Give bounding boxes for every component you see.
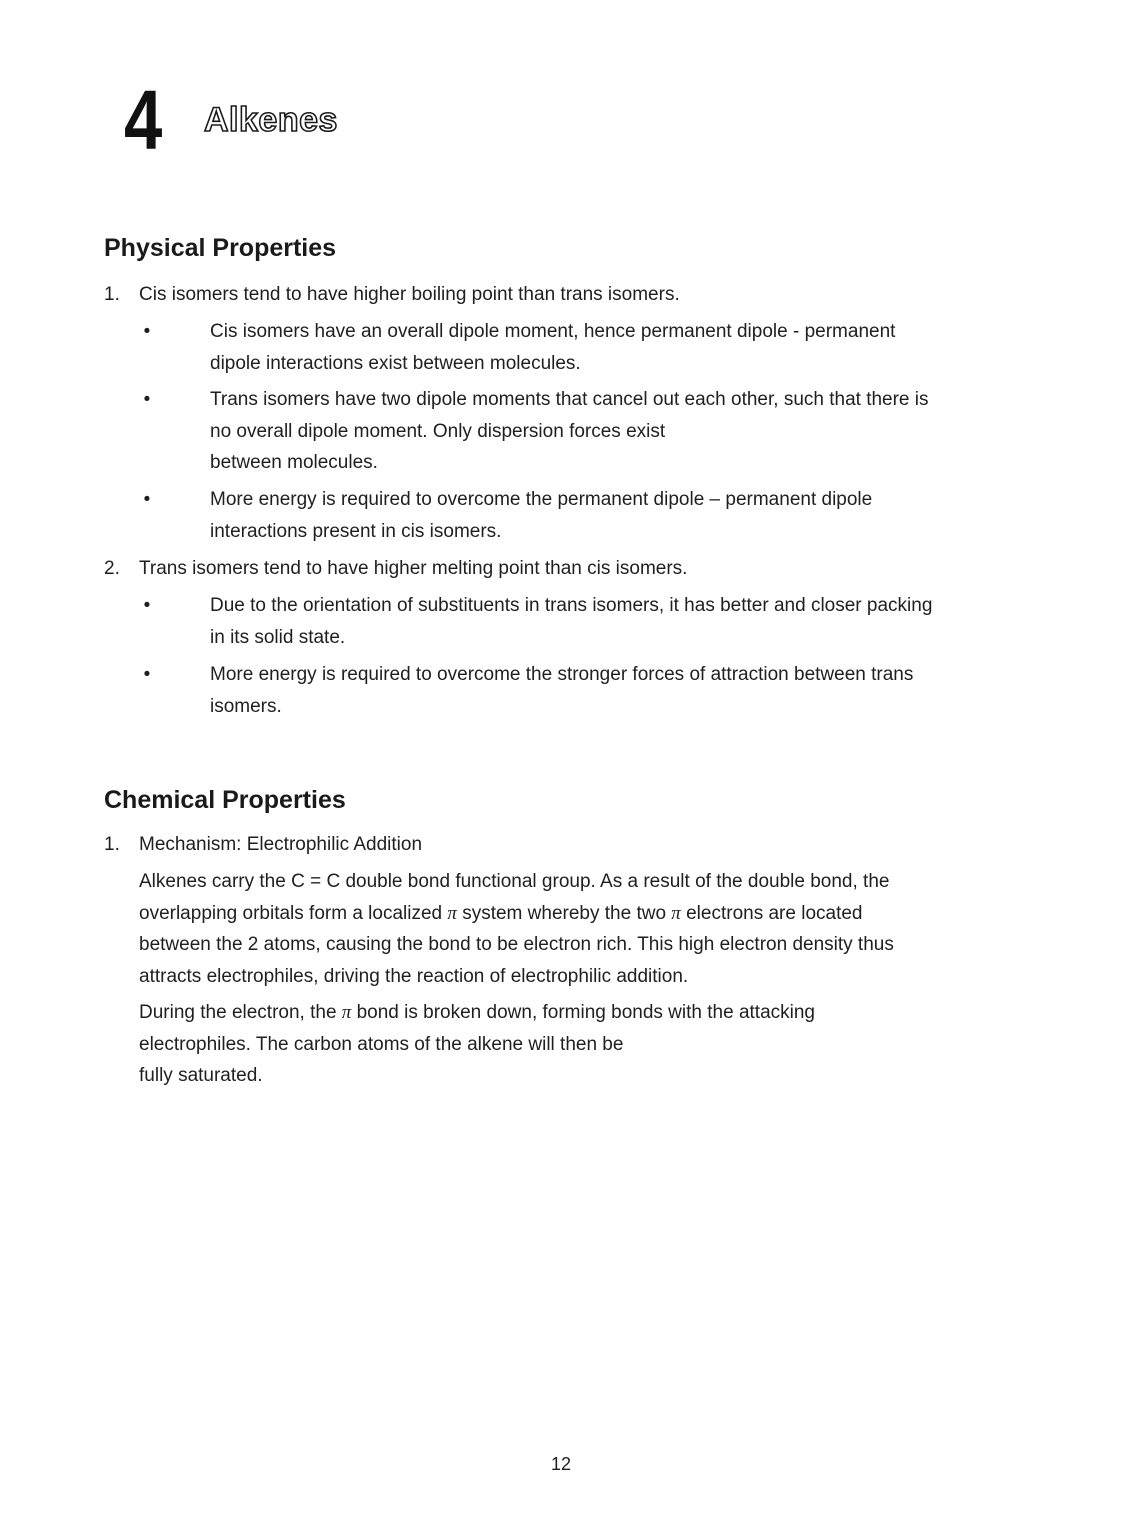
bullet-line: Due to the orientation of substituents in trans isomers, it has better and closer packing: [210, 595, 933, 616]
bullet-line: Trans isomers have two dipole moments that cancel out each other, such that there is: [210, 389, 929, 410]
bullet-line: no overall dipole moment. Only dispersion forces exist: [210, 420, 666, 442]
bullet-line: More energy is required to overcome the stronger forces of attraction between trans: [210, 664, 914, 685]
chapter-number: 4: [124, 73, 163, 167]
paragraph-line: During the electron, the π bond is broken down, forming bonds with the attacking: [139, 1002, 815, 1023]
page-number: 12: [550, 1454, 572, 1474]
item-text: Trans isomers tend to have higher melting point than cis isomers.: [139, 558, 688, 579]
bullet-line: isomers.: [210, 695, 282, 717]
item-number: 1.: [104, 834, 120, 855]
chapter-title: Alkenes: [204, 101, 338, 139]
bullet-line: Cis isomers have an overall dipole moment, hence permanent dipole - permanent: [210, 321, 896, 342]
physical-properties-section: [104, 232, 1024, 717]
item-number: 1.: [104, 284, 120, 305]
bullet-icon: •: [143, 389, 151, 410]
item-text: Mechanism: Electrophilic Addition: [139, 834, 423, 855]
section-heading: Chemical Properties: [104, 786, 346, 814]
section-heading: Physical Properties: [104, 234, 337, 262]
pi-symbol: π: [341, 1002, 352, 1023]
bullet-icon: •: [143, 321, 151, 342]
paragraph: [139, 997, 1019, 1092]
bullet-line: between molecules.: [210, 452, 378, 473]
chemical-properties-section: [104, 784, 1024, 1086]
paragraph-line: attracts electrophiles, driving the reaction of electrophilic addition.: [139, 965, 689, 987]
pi-symbol: π: [671, 902, 681, 924]
bullet-icon: •: [143, 664, 151, 685]
pi-symbol: π: [447, 902, 457, 924]
paragraph-line: fully saturated.: [139, 1065, 263, 1086]
bullet-icon: •: [143, 489, 151, 510]
bullet-icon: •: [143, 595, 151, 616]
paragraph-line: electrophiles. The carbon atoms of the alkene will then be: [139, 1033, 624, 1055]
item-text: Cis isomers tend to have higher boiling point than trans isomers.: [139, 284, 680, 305]
paragraph-line: between the 2 atoms, causing the bond to be electron rich. This high electron density thus: [139, 934, 894, 955]
paragraph-line: Alkenes carry the C = C double bond functional group. As a result of the double bond, the: [139, 871, 890, 892]
paragraph-line: overlapping orbitals form a localized π system whereby the two π electrons are located: [139, 902, 863, 924]
bullet-line: dipole interactions exist between molecules.: [210, 352, 581, 374]
bullet-line: interactions present in cis isomers.: [210, 520, 502, 542]
bullet-line: More energy is required to overcome the permanent dipole – permanent dipole: [210, 489, 873, 510]
paragraph: [139, 866, 1019, 992]
item-number: 2.: [104, 558, 120, 579]
bullet-line: in its solid state.: [210, 626, 346, 648]
